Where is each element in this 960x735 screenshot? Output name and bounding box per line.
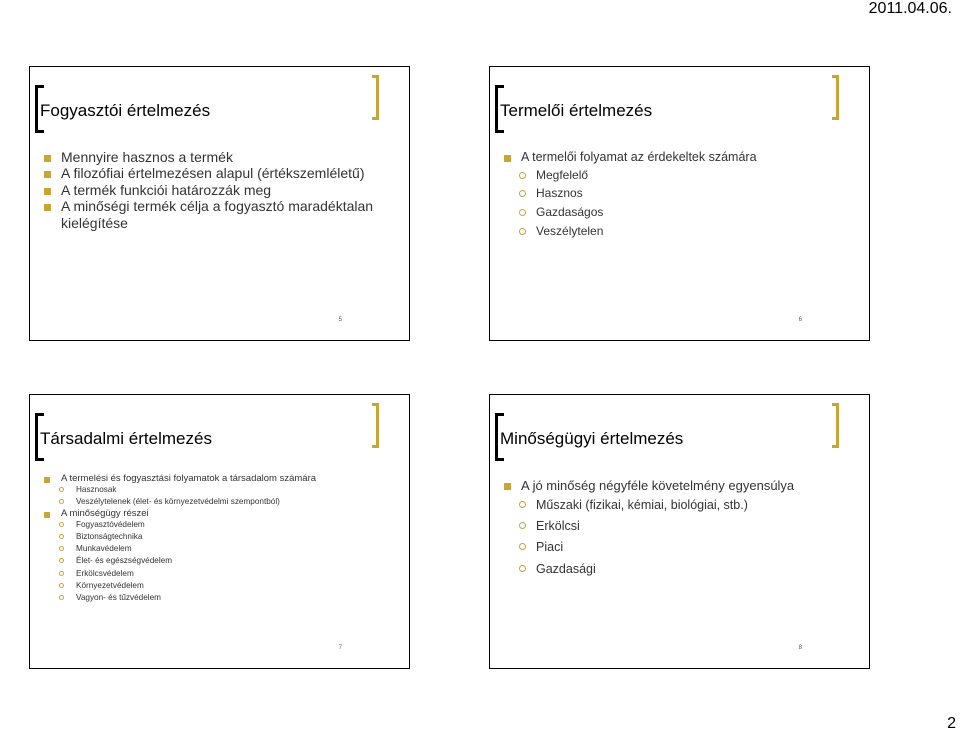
slide-number: 6 [798,317,802,323]
ring-bullet-icon [59,534,64,539]
sub-item: Erkölcsi [503,517,857,535]
ring-bullet-icon [519,209,526,216]
sub-item: Piaci [503,538,857,556]
slide-title: Minőségügyi értelmezés [500,429,684,448]
ring-bullet-icon [59,499,64,504]
sub-item: Hasznosak [43,484,397,496]
ring-bullet-icon [519,522,526,529]
ring-bullet-icon [519,501,526,508]
sub-item: Élet- és egészségvédelem [43,555,397,567]
slide-5 [29,66,410,341]
sub-item: Erkölcsvédelem [43,568,397,580]
sub-item: Veszélytelen [503,223,857,240]
slide-body [503,150,857,240]
square-bullet-icon [44,155,51,162]
sub-item: Vagyon- és tűzvédelem [43,592,397,604]
ring-bullet-icon [59,487,64,492]
slide-6 [489,66,870,341]
sub-item: Gazdasági [503,560,857,578]
square-bullet-icon [44,204,51,211]
slide-number: 5 [338,317,342,323]
slide-title: Fogyasztói értelmezés [40,101,211,120]
slide-number: 8 [798,645,802,651]
list-item: A minőségi termék célja a fogyasztó maradéktalan kielégítése [43,198,397,231]
slide-title: Termelői értelmezés [500,101,653,120]
right-bracket-icon [372,75,379,120]
slide-body [43,149,397,231]
right-bracket-icon [832,75,839,120]
sub-item: Megfelelő [503,167,857,184]
list-item: A filozófiai értelmezésen alapul (értékszemléletű) [43,165,397,181]
list-item: A termék funkciói határozzák meg [43,182,397,198]
slide-7 [29,394,410,669]
square-bullet-icon [44,512,50,518]
ring-bullet-icon [519,565,526,572]
slide-body [43,474,397,605]
list-item: A termelési és fogyasztási folyamatok a társadalom számára [43,474,397,484]
slide-8 [489,394,870,669]
square-bullet-icon [504,483,511,490]
ring-bullet-icon [59,583,64,588]
sub-item: Biztonságtechnika [43,531,397,543]
square-bullet-icon [44,171,51,178]
sub-item: Gazdaságos [503,204,857,221]
slide-title: Társadalmi értelmezés [40,429,212,448]
ring-bullet-icon [59,558,64,563]
right-bracket-icon [372,403,379,448]
sub-item: Környezetvédelem [43,580,397,592]
sub-item: Műszaki (fizikai, kémiai, biológiai, stb.) [503,496,857,514]
sub-item: Munkavédelem [43,543,397,555]
header-date: 2011.04.06. [868,0,952,17]
slide-body [503,478,857,578]
list-item: A termelői folyamat az érdekeltek számára [503,150,857,165]
ring-bullet-icon [59,595,64,600]
sub-item: Hasznos [503,185,857,202]
ring-bullet-icon [519,172,526,179]
list-item: A minőségügy részei [43,509,397,519]
square-bullet-icon [504,155,511,162]
list-item: A jó minőség négyféle követelmény egyensúlya [503,478,857,493]
ring-bullet-icon [519,543,526,550]
slide-number: 7 [338,645,342,651]
ring-bullet-icon [59,546,64,551]
sub-item: Veszélytelenek (élet- és környezetvédelmi szempontból) [43,496,397,508]
ring-bullet-icon [59,571,64,576]
list-item: Mennyire hasznos a termék [43,149,397,165]
ring-bullet-icon [519,228,526,235]
square-bullet-icon [44,188,51,195]
square-bullet-icon [44,477,50,483]
page-number: 2 [947,715,956,732]
sub-item: Fogyasztóvédelem [43,519,397,531]
ring-bullet-icon [59,522,64,527]
right-bracket-icon [832,403,839,448]
ring-bullet-icon [519,190,526,197]
